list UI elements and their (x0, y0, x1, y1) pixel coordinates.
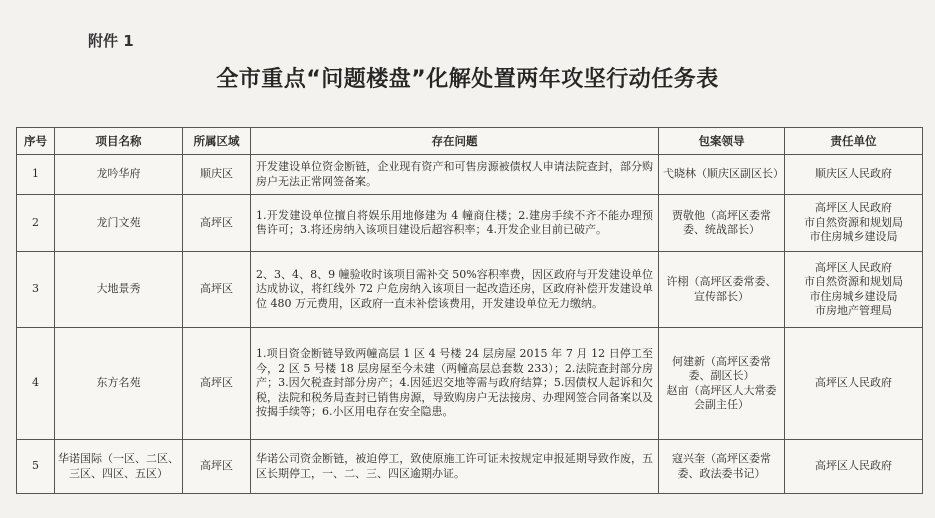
header-no: 序号 (17, 128, 55, 155)
table-row (17, 328, 923, 440)
table-row (17, 195, 923, 252)
row-no: 3 (17, 252, 55, 328)
table-header-row (17, 128, 923, 155)
header-project-name: 项目名称 (55, 128, 183, 155)
header-region: 所属区域 (183, 128, 251, 155)
leader-item: 赵亩（高坪区人大常委会副主任） (666, 383, 777, 411)
header-leader: 包案领导 (659, 128, 785, 155)
row-issues: 1.开发建设单位擅自将娱乐用地修建为 4 幢商住楼；2.建房手续不齐不能办理预售许可；3.将还房纳入该项目建设后超容积率；4.开发企业目前已破产。 (251, 195, 659, 252)
row-issues: 2、3、4、8、9 幢验收时该项目需补交 50%容积率费，因区政府与开发建设单位达成协议，将红线外 72 户危房纳入该项目一起改造还房，区政府补偿开发建设单位 480 万元费用，区政府一直未补偿该费用，开发建设单位无力缴纳。 (251, 252, 659, 328)
row-region: 高坪区 (183, 252, 251, 328)
unit-item: 市住房城乡建设局 (809, 289, 898, 303)
row-no: 4 (17, 328, 55, 440)
row-no: 5 (17, 440, 55, 494)
row-region: 高坪区 (183, 328, 251, 440)
row-region: 高坪区 (183, 440, 251, 494)
unit-item: 高坪区人民政府 (815, 201, 892, 215)
table-row (17, 252, 923, 328)
row-leader (659, 328, 785, 440)
row-issues: 1.项目资金断链导致两幢高层 1 区 4 号楼 24 层房屋 2015 年 7 月 12 日停工至今，2 区 5 号楼 18 层房屋至今未建（两幢高层总套数 233）；2.法院查封部分房产；3.因欠税查封部分房产；4.因延迟交地等需与政府结算；5.因债权人起诉和欠税，法院和税务局查封已销售房源，导致购房户无法接房、办理网签合同备案以及按揭手续等；6.小区用电存在安全隐患。 (251, 328, 659, 440)
row-issues: 开发建设单位资金断链，企业现有资产和可售房源被债权人申请法院查封，部分购房户无法正常网签备案。 (251, 155, 659, 195)
row-units (785, 440, 923, 494)
unit-item: 市自然资源和规划局 (804, 275, 903, 288)
row-no: 2 (17, 195, 55, 252)
header-issues: 存在问题 (251, 128, 659, 155)
row-leader: 寇兴奎（高坪区委常委、政法委书记） (659, 440, 785, 494)
row-units (785, 155, 923, 195)
row-issues: 华诺公司资金断链，被迫停工，致使原施工许可证未按规定申报延期导致作废，五区长期停工，一、二、三、四区逾期办证。 (251, 440, 659, 494)
unit-item: 高坪区人民政府 (815, 459, 892, 473)
table-row (17, 155, 923, 195)
unit-item: 高坪区人民政府 (815, 260, 892, 274)
unit-item: 市住房城乡建设局 (809, 230, 898, 244)
unit-item: 市自然资源和规划局 (804, 215, 903, 229)
row-leader: 贾敬他（高坪区委常委、统战部长） (659, 195, 785, 252)
row-leader: 许栩（高坪区委常委、宣传部长） (659, 252, 785, 328)
unit-item: 高坪区人民政府 (815, 376, 892, 390)
row-units (785, 195, 923, 252)
row-region: 高坪区 (183, 195, 251, 252)
row-project-name: 东方名苑 (55, 328, 183, 440)
row-no: 1 (17, 155, 55, 195)
header-responsible-unit: 责任单位 (785, 128, 923, 155)
document-title: 全市重点“问题楼盘”化解处置两年攻坚行动任务表 (216, 67, 719, 92)
table-row (17, 440, 923, 494)
row-leader: 弋晓林（顺庆区副区长） (659, 155, 785, 195)
unit-item: 顺庆区人民政府 (815, 167, 892, 181)
attachment-label: 附件 1 (88, 32, 134, 50)
task-table (16, 127, 923, 494)
row-project-name: 华诺国际（一区、二区、三区、四区、五区） (55, 440, 183, 494)
row-units (785, 252, 923, 328)
row-units (785, 328, 923, 440)
unit-item: 市房地产管理局 (815, 304, 892, 317)
row-region: 顺庆区 (183, 155, 251, 195)
row-project-name: 大地景秀 (55, 252, 183, 328)
row-project-name: 龙门文苑 (55, 195, 183, 252)
row-project-name: 龙吟华府 (55, 155, 183, 195)
leader-item: 何建新（高坪区委常委、副区长） (672, 354, 771, 382)
